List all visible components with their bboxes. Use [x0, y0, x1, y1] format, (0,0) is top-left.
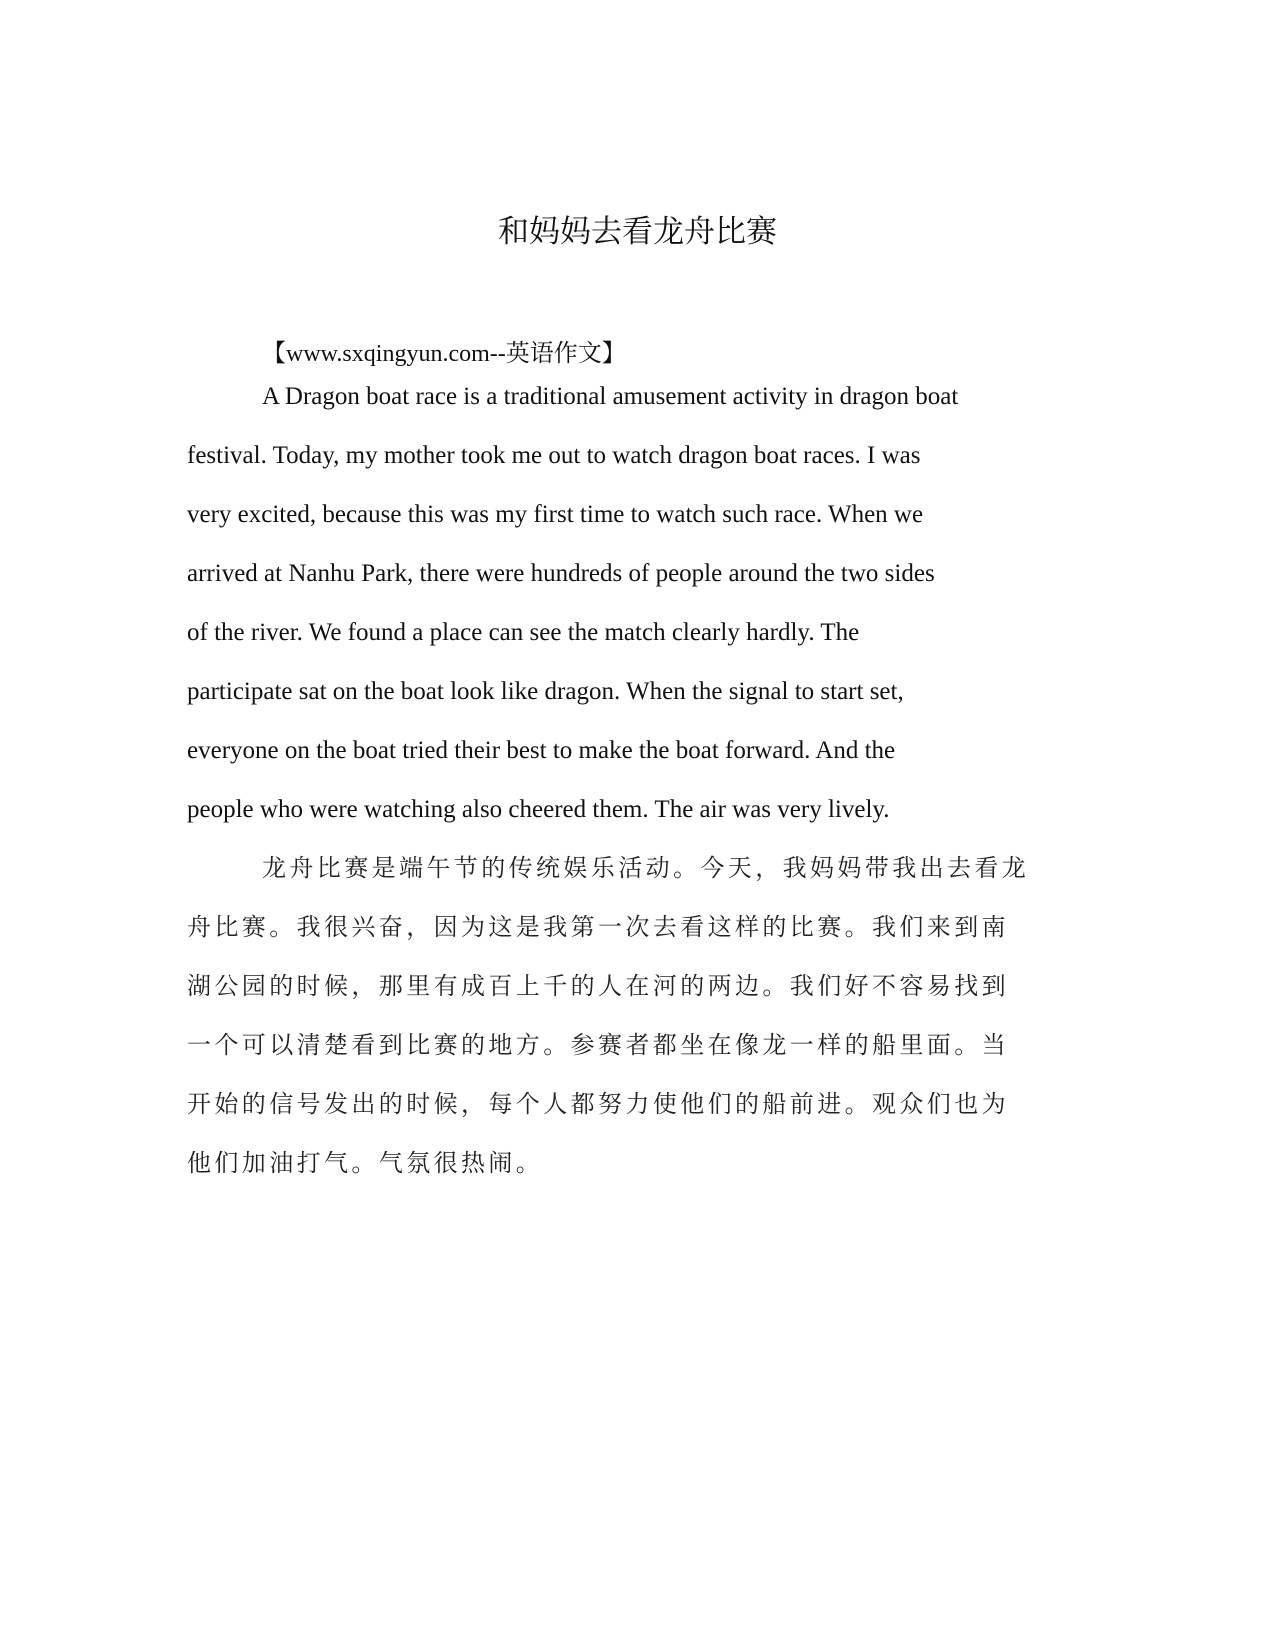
english-line: festival. Today, my mother took me out to watch dragon boat races. I was — [187, 442, 921, 469]
english-line: everyone on the boat tried their best to make the boat forward. And the — [187, 737, 896, 764]
chinese-line: 他们加油打气。气氛很热闹。 — [187, 1151, 544, 1177]
english-line: people who were watching also cheered them. The air was very lively. — [187, 796, 890, 823]
english-line: arrived at Nanhu Park, there were hundreds of people around the two sides — [187, 560, 935, 587]
source-line: 【www.sxqingyun.com--英语作文】 — [262, 341, 626, 367]
english-line: very excited, because this was my first time to watch such race. When we — [187, 501, 924, 528]
chinese-line: 舟比赛。我很兴奋，因为这是我第一次去看这样的比赛。我们来到南 — [187, 915, 1009, 941]
english-line: participate sat on the boat look like dragon. When the signal to start set, — [187, 678, 904, 705]
chinese-line: 一个可以清楚看到比赛的地方。参赛者都坐在像龙一样的船里面。当 — [187, 1033, 1009, 1059]
chinese-line: 湖公园的时候，那里有成百上千的人在河的两边。我们好不容易找到 — [187, 974, 1009, 1000]
english-line: of the river. We found a place can see the match clearly hardly. The — [187, 619, 860, 646]
chinese-line: 龙舟比赛是端午节的传统娱乐活动。今天，我妈妈带我出去看龙 — [262, 856, 1030, 882]
chinese-line: 开始的信号发出的时候，每个人都努力使他们的船前进。观众们也为 — [187, 1092, 1009, 1118]
english-line: A Dragon boat race is a traditional amusement activity in dragon boat — [262, 383, 959, 410]
document-title: 和妈妈去看龙舟比赛 — [498, 214, 777, 249]
